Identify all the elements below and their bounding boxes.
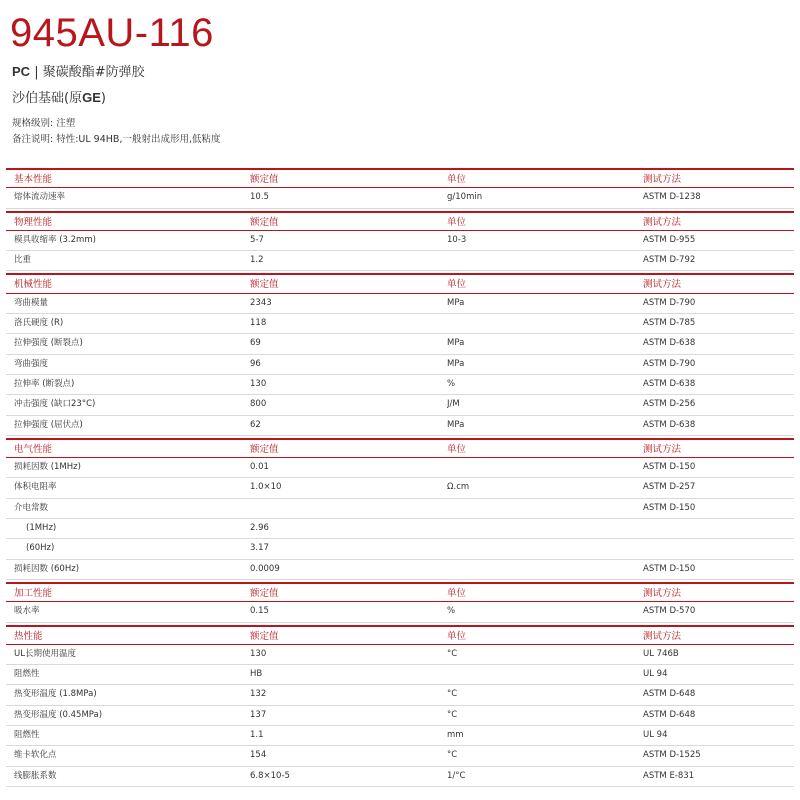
table-row [6, 645, 794, 665]
header-rated-value: 额定值 [250, 443, 279, 455]
product-title: 945AU-116 [10, 11, 214, 55]
cell-property-name: 熔体流动速率 [14, 192, 66, 203]
table-row [6, 294, 794, 314]
section-header [6, 438, 794, 458]
cell-test-method: ASTM D-150 [643, 462, 696, 473]
cell-test-method: UL 94 [643, 730, 668, 741]
section-header [6, 273, 794, 293]
cell-test-method: ASTM D-955 [643, 234, 696, 245]
header-rated-value: 额定值 [250, 216, 279, 228]
table-row [6, 539, 794, 559]
table-row [6, 726, 794, 746]
cell-rated-value: 2343 [250, 297, 272, 308]
cell-property-name: 热变形温度 (0.45MPa) [14, 709, 103, 720]
table-row [6, 602, 794, 622]
cell-property-name: 线膨胀系数 [14, 770, 57, 781]
header-unit: 单位 [447, 630, 467, 642]
table-row [6, 251, 794, 271]
cell-rated-value: 0.15 [250, 606, 269, 617]
table-row [6, 314, 794, 334]
cell-property-name: 阻燃性 [14, 669, 40, 680]
cell-unit: 10-3 [447, 234, 467, 245]
cell-rated-value: 10.5 [250, 192, 269, 203]
cell-unit: % [447, 378, 456, 389]
header-rated-value: 额定值 [250, 279, 279, 291]
cell-property-name: 弯曲强度 [14, 358, 49, 369]
cell-test-method: ASTM D-785 [643, 318, 696, 329]
cell-property-name: 损耗因数 (1MHz) [14, 462, 81, 473]
cell-unit: MPa [447, 297, 465, 308]
cell-unit: °C [447, 750, 458, 761]
material-code: PC [12, 64, 31, 79]
section-header [6, 582, 794, 602]
header-property-name: 机械性能 [14, 279, 53, 291]
cell-rated-value: 154 [250, 750, 267, 761]
cell-rated-value: 6.8×10-5 [250, 770, 290, 781]
table-row [6, 188, 794, 208]
table-row [6, 334, 794, 354]
header-property-name: 加工性能 [14, 587, 53, 599]
table-row [6, 685, 794, 705]
cell-test-method: ASTM D-648 [643, 689, 696, 700]
cell-unit: 1/°C [447, 770, 466, 781]
cell-test-method: ASTM D-570 [643, 606, 696, 617]
header-rated-value: 额定值 [250, 174, 279, 185]
table-row [6, 375, 794, 395]
cell-property-name: 介电常数 [14, 502, 49, 513]
cell-test-method: ASTM D-256 [643, 399, 696, 410]
cell-rated-value: 800 [250, 399, 267, 410]
table-row [6, 231, 794, 251]
cell-unit: MPa [447, 358, 465, 369]
cell-rated-value: 130 [250, 648, 267, 659]
cell-property-name: 吸水率 [14, 606, 40, 617]
cell-property-name: 模具收缩率 (3.2mm) [14, 234, 96, 245]
cell-property-name: 冲击强度 (缺口23°C) [14, 399, 96, 410]
cell-test-method: ASTM D-648 [643, 709, 696, 720]
cell-property-name: 拉伸率 (断裂点) [14, 378, 75, 389]
supplier-brand: GE [82, 90, 101, 105]
cell-test-method: ASTM D-790 [643, 358, 696, 369]
cell-property-name: 弯曲模量 [14, 297, 49, 308]
section-header [6, 211, 794, 231]
header-unit: 单位 [447, 443, 467, 455]
header-unit: 单位 [447, 174, 467, 185]
table-row [6, 416, 794, 436]
cell-unit: mm [447, 730, 464, 741]
header-test-method: 测试方法 [643, 630, 682, 642]
header-unit: 单位 [447, 587, 467, 599]
cell-property-name: 洛氏硬度 (R) [14, 318, 64, 329]
header-unit: 单位 [447, 279, 467, 291]
header-test-method: 测试方法 [643, 587, 682, 599]
cell-test-method: ASTM D-257 [643, 482, 696, 493]
cell-test-method: ASTM D-1238 [643, 192, 701, 203]
header-property-name: 基本性能 [14, 174, 53, 185]
cell-rated-value: 2.96 [250, 523, 269, 534]
supplier-suffix: ) [100, 91, 106, 106]
cell-rated-value: 62 [250, 419, 261, 430]
table-row [6, 560, 794, 580]
cell-rated-value: 137 [250, 709, 267, 720]
cell-property-name: 拉伸强度 (屈伏点) [14, 419, 83, 430]
table-row [6, 767, 794, 787]
cell-test-method: ASTM D-150 [643, 502, 696, 513]
header-test-method: 测试方法 [643, 279, 682, 291]
cell-unit: °C [447, 709, 458, 720]
cell-unit: MPa [447, 338, 465, 349]
cell-rated-value: 0.01 [250, 462, 269, 473]
material-name: 聚碳酸酯#防弹胶 [42, 65, 145, 80]
cell-rated-value: 130 [250, 378, 267, 389]
header-property-name: 热性能 [14, 630, 43, 642]
cell-property-name: (60Hz) [26, 543, 55, 554]
cell-test-method: UL 94 [643, 669, 668, 680]
cell-rated-value: 118 [250, 318, 267, 329]
table-row [6, 499, 794, 519]
cell-test-method: ASTM D-792 [643, 255, 696, 266]
material-line [12, 63, 145, 82]
cell-test-method: UL 746B [643, 648, 679, 659]
section-header [6, 625, 794, 645]
header-unit: 单位 [447, 216, 467, 228]
cell-test-method: ASTM D-1525 [643, 750, 701, 761]
cell-test-method: ASTM D-638 [643, 338, 696, 349]
cell-property-name: 体积电阻率 [14, 482, 57, 493]
cell-property-name: UL长期使用温度 [14, 648, 76, 659]
cell-unit: Ω.cm [447, 482, 470, 493]
cell-unit: % [447, 606, 456, 617]
cell-test-method: ASTM D-790 [643, 297, 696, 308]
header-property-name: 物理性能 [14, 216, 53, 228]
header-property-name: 电气性能 [14, 443, 53, 455]
header-test-method: 测试方法 [643, 174, 682, 185]
header-test-method: 测试方法 [643, 443, 682, 455]
material-separator: | [30, 65, 43, 80]
cell-unit: °C [447, 648, 458, 659]
header-rated-value: 额定值 [250, 630, 279, 642]
cell-test-method: ASTM D-638 [643, 419, 696, 430]
cell-test-method: ASTM D-638 [643, 378, 696, 389]
cell-property-name: 拉伸强度 (断裂点) [14, 338, 83, 349]
properties-table [6, 168, 794, 787]
header-test-method: 测试方法 [643, 216, 682, 228]
cell-unit: °C [447, 689, 458, 700]
table-row [6, 355, 794, 375]
note-line: 备注说明: 特性:UL 94HB,一般射出成形用,低粘度 [12, 134, 221, 145]
cell-property-name: 损耗因数 (60Hz) [14, 563, 80, 574]
table-row [6, 478, 794, 498]
cell-property-name: 热变形温度 (1.8MPa) [14, 689, 97, 700]
cell-test-method: ASTM E-831 [643, 770, 695, 781]
cell-rated-value: 69 [250, 338, 261, 349]
cell-rated-value: HB [250, 669, 263, 680]
grade-line: 规格级别: 注塑 [12, 118, 76, 129]
cell-property-name: 维卡软化点 [14, 750, 57, 761]
cell-property-name: 比重 [14, 255, 32, 266]
cell-unit: MPa [447, 419, 465, 430]
cell-rated-value: 1.1 [250, 730, 264, 741]
cell-unit: J/M [447, 399, 460, 410]
cell-test-method: ASTM D-150 [643, 563, 696, 574]
table-row [6, 395, 794, 415]
cell-unit: g/10min [447, 192, 483, 203]
section-header [6, 168, 794, 188]
cell-property-name: 阻燃性 [14, 730, 40, 741]
supplier-prefix: 沙伯基础(原 [12, 91, 83, 106]
cell-rated-value: 96 [250, 358, 261, 369]
table-row [6, 706, 794, 726]
cell-property-name: (1MHz) [26, 523, 57, 534]
cell-rated-value: 3.17 [250, 543, 269, 554]
table-row [6, 519, 794, 539]
table-row [6, 458, 794, 478]
cell-rated-value: 1.2 [250, 255, 264, 266]
cell-rated-value: 0.0009 [250, 563, 280, 574]
header-rated-value: 额定值 [250, 587, 279, 599]
table-row [6, 665, 794, 685]
supplier-line [12, 89, 106, 108]
cell-rated-value: 132 [250, 689, 267, 700]
cell-rated-value: 5-7 [250, 234, 264, 245]
table-row [6, 746, 794, 766]
cell-rated-value: 1.0×10 [250, 482, 282, 493]
